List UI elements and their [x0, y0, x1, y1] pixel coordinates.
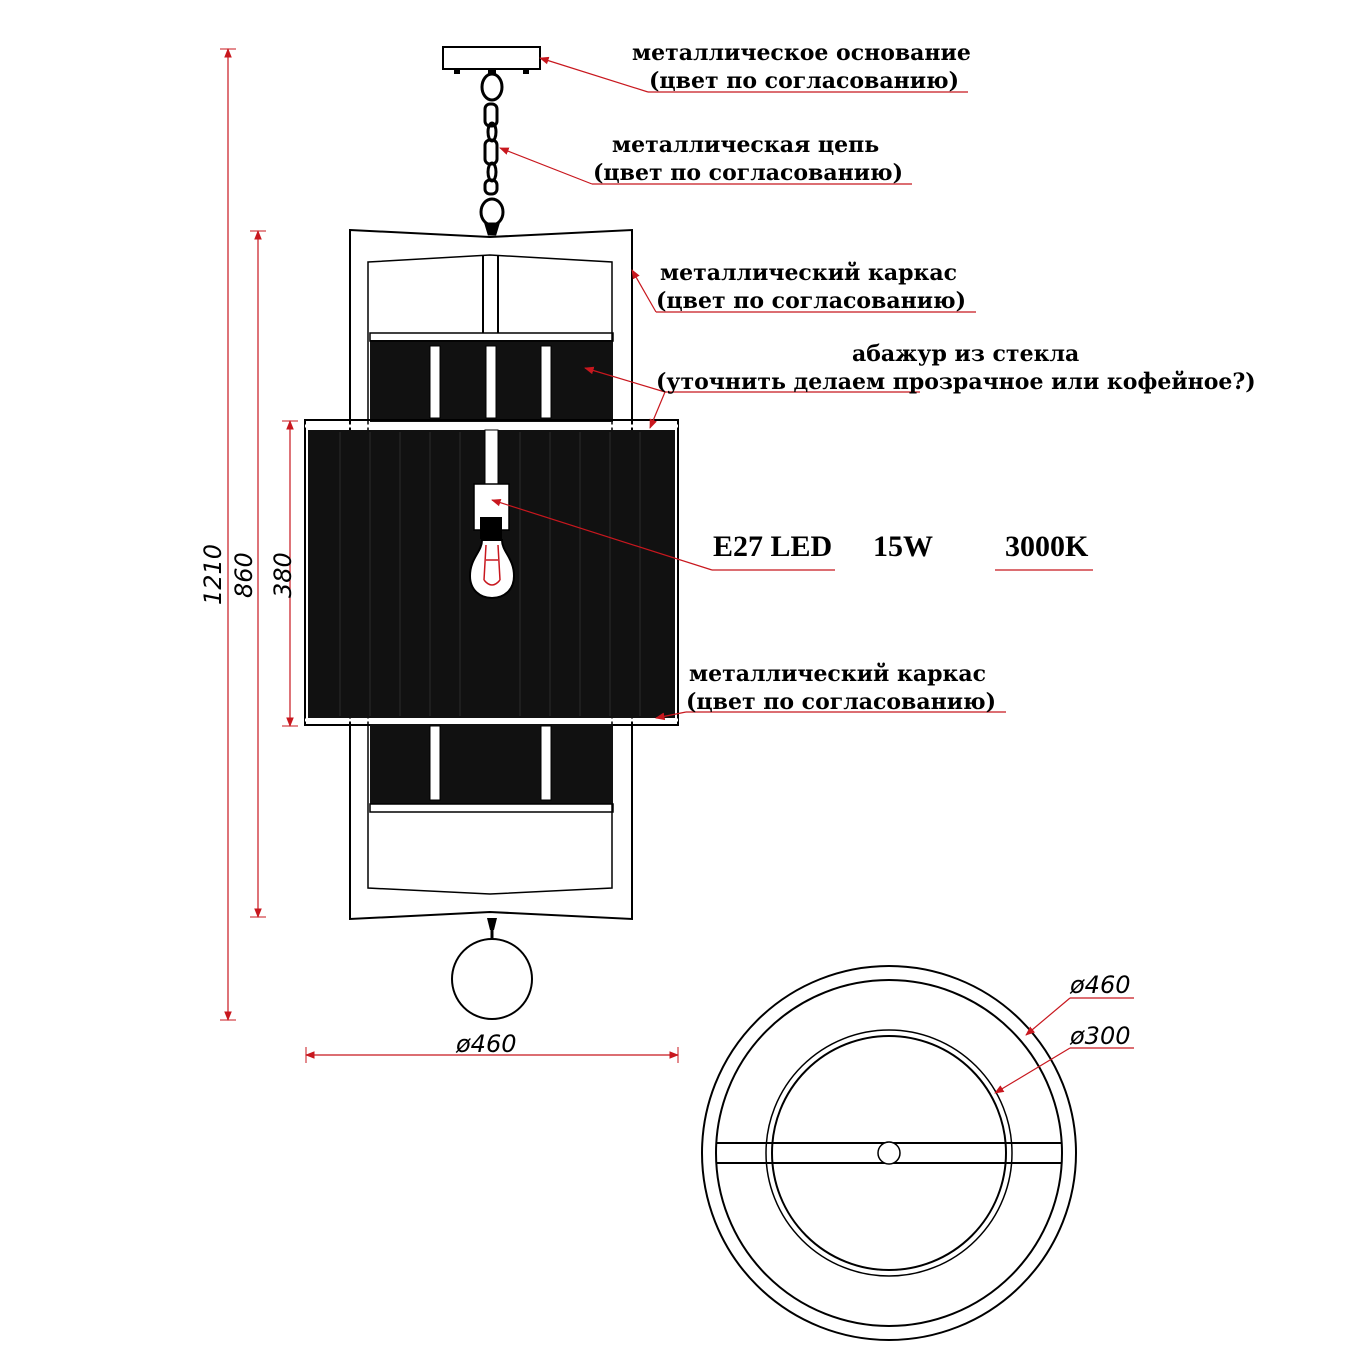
chain: [481, 74, 503, 234]
annotation-chain-line2: (цвет по согласованию): [593, 160, 903, 186]
plan-outer-diameter: ø460: [1070, 971, 1131, 999]
annotation-chain-line1: металлическая цепь: [612, 132, 880, 158]
lamp-spec-color-temp: 3000K: [1005, 530, 1089, 563]
finial-ball: [452, 918, 532, 1019]
lamp-spec-power: 15W: [873, 530, 933, 563]
annotation-frame-bottom-line1: металлический каркас: [689, 661, 987, 687]
plan-view: [702, 966, 1076, 1340]
ceiling-base: [443, 47, 540, 75]
annotation-base-line2: (цвет по согласованию): [649, 68, 959, 94]
annotation-frame-bottom: [686, 661, 996, 715]
annotation-base-line1: металлическое основание: [632, 40, 971, 66]
lower-shade: [370, 724, 613, 812]
dim-total-height: 1210: [199, 543, 227, 605]
lamp-spec: [713, 530, 1089, 563]
upper-shade: [370, 333, 613, 422]
dim-width: ø460: [456, 1030, 517, 1058]
annotation-shade-line1: абажур из стекла: [852, 341, 1080, 367]
annotation-frame-top: [656, 260, 966, 314]
dim-frame-height: 860: [230, 552, 258, 598]
annotation-frame-top-line1: металлический каркас: [660, 260, 958, 286]
annotation-shade-line2: (уточнить делаем прозрачное или кофейное?): [656, 369, 1256, 395]
dim-shade-height: 380: [269, 552, 297, 598]
plan-inner-diameter: ø300: [1070, 1022, 1131, 1050]
lamp-spec-socket: E27 LED: [713, 530, 833, 563]
annotation-shade: [656, 341, 1256, 395]
annotation-frame-top-line2: (цвет по согласованию): [656, 288, 966, 314]
annotation-frame-bottom-line2: (цвет по согласованию): [686, 689, 996, 715]
annotation-base: [632, 40, 971, 94]
annotation-chain: [593, 132, 903, 186]
